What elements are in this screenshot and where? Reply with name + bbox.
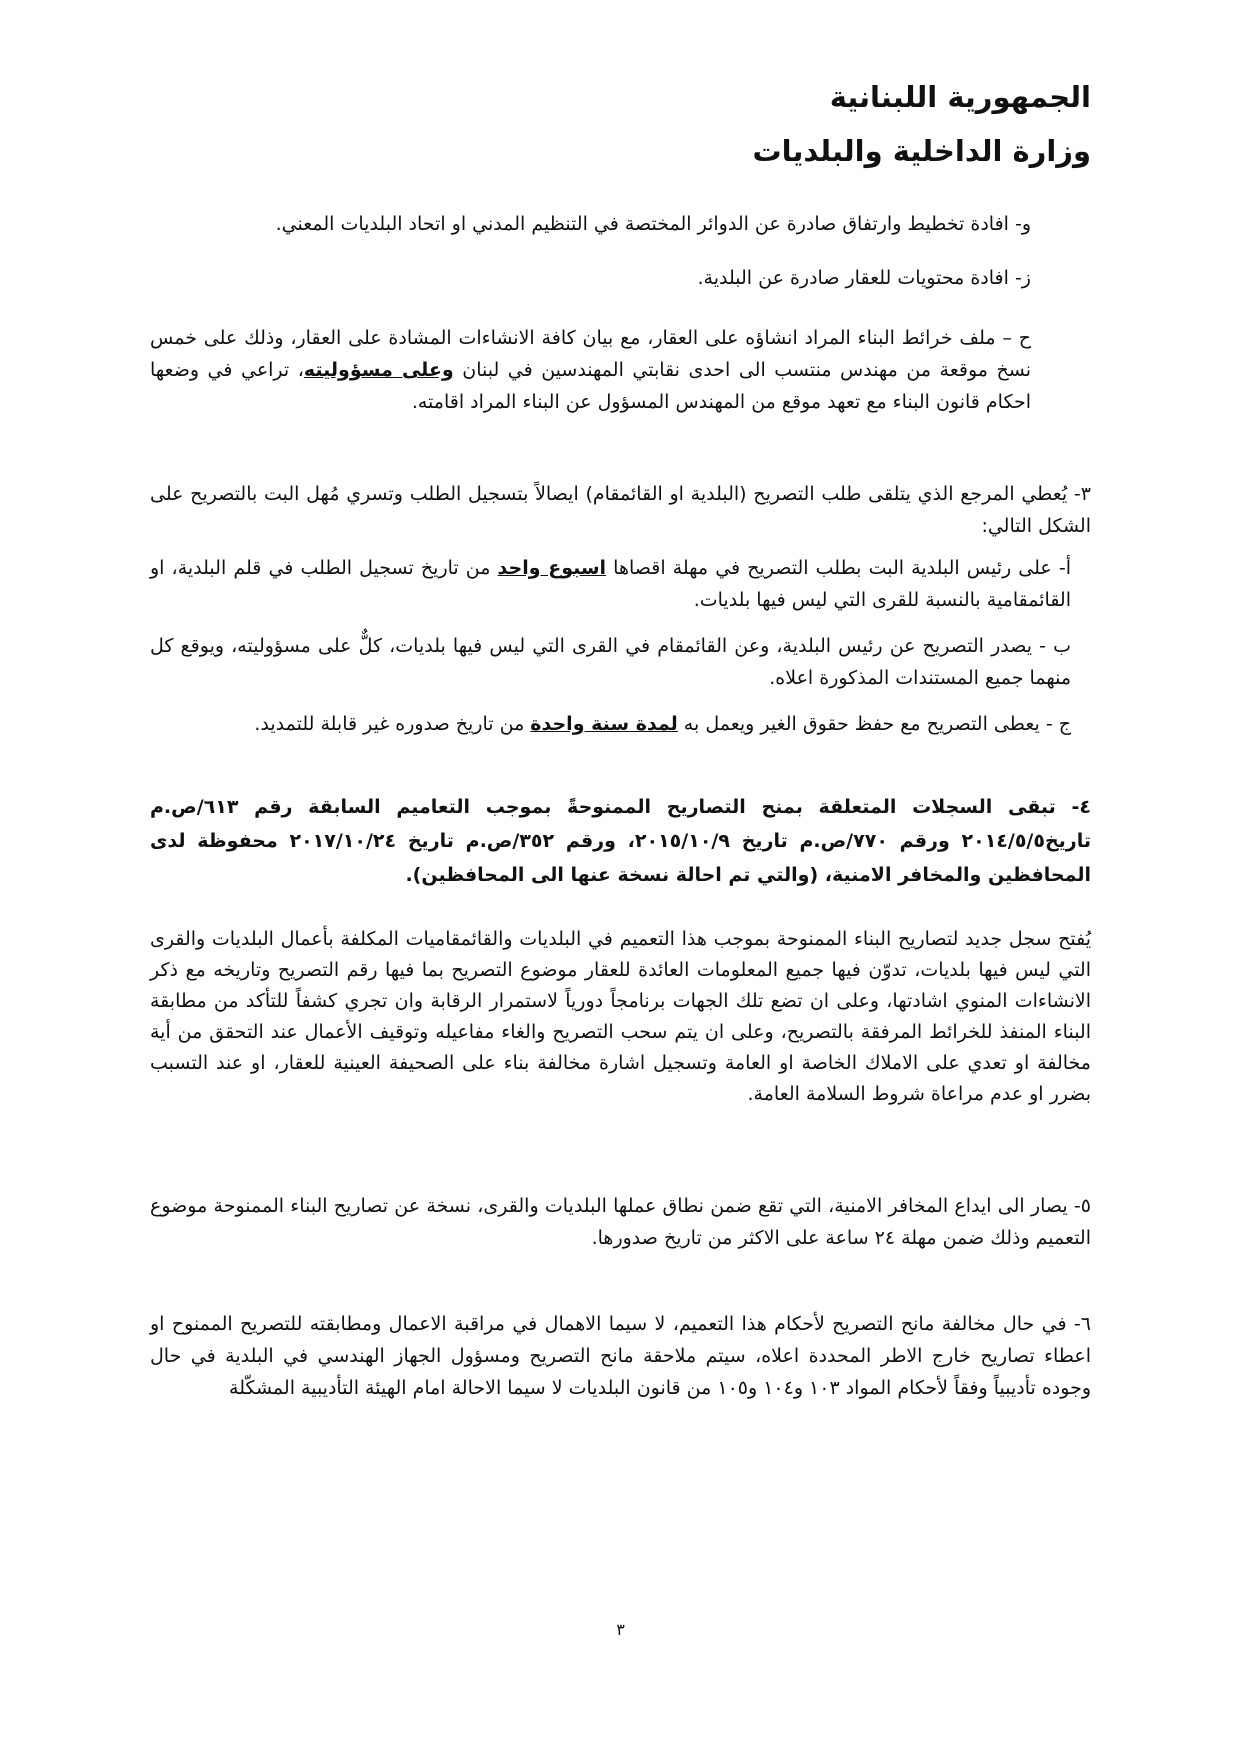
s3a-emphasis: اسبوع واحد (497, 557, 607, 579)
ministry-title: وزارة الداخلية والبلديات (752, 134, 1091, 168)
section-4-body: يُفتح سجل جديد لتصاريح البناء الممنوحة بموجب هذا التعميم في البلديات والقائمقاميات المكلفة بأعمال البلديات والقرى التي ليس فيها بلديات، تدوّن فيها جميع المعلومات العائدة للعقار موضوع التصريح بما فيها رقم التصريح وتاريخه مع ذكر الانشاءات المنوي اشادتها، وعلى ان تضع تلك الجهات برنامجاً دورياً لاستمرار الرقابة وان تجري كشفاً للتأكد من مطابقة البناء المنفذ للخرائط المرفقة بالتصريح، وعلى ان يتم سحب التصريح والغاء مفاعيله وتوقيف الأعمال عند التحقق من أية مخالفة او تعدي على الاملاك الخاصة او العامة وتسجيل اشارة مخالفة بناء على الصحيفة العينية للعقار، او عند التسبب بضرر او عدم مراعاة شروط السلامة العامة. (150, 928, 1091, 1105)
section-6: ٦- في حال مخالفة مانح التصريح لأحكام هذا التعميم، لا سيما الاهمال في مراقبة الاعمال ومطابقته للتصريح الممنوح او اعطاء تصاريح خارج الاطر المحددة اعلاه، سيتم ملاحقة مانح التصريح ومسؤول الجهاز الهندسي في البلدية في حال وجوده تأديبياً وفقاً لأحكام المواد ١٠٣ و١٠٤ و١٠٥ من قانون البلديات لا سيما الاحالة امام الهيئة التأديبية المشكّلة (150, 1313, 1091, 1399)
section-3-intro: ٣- يُعطي المرجع الذي يتلقى طلب التصريح (البلدية او القائمقام) ايصالاً بتسجيل الطلب وتسري مُهل البت بالتصريح على الشكل التالي: (150, 483, 1091, 537)
section-4-heading: ٤- تبقى السجلات المتعلقة بمنح التصاريح الممنوحةً بموجب التعاميم السابقة رقم ٦١٣/ص.م تاريخ٢٠١٤/٥/٥ ورقم ٧٧٠/ص.م تاريخ ٢٠١٥/١٠/٩، ورقم ٣٥٢/ص.م تاريخ ٢٠١٧/١٠/٢٤ محفوظة لدى المحافظين والمخافر الامنية، (والتي تم احالة نسخة عنها الى المحافظين). (150, 796, 1092, 886)
item-waw: و- افادة تخطيط وارتفاق صادرة عن الدوائر المختصة في التنظيم المدني او اتحاد البلديات المعني. (275, 213, 1031, 235)
item-zay: ز- افادة محتويات للعقار صادرة عن البلدية. (697, 267, 1031, 289)
section-3-item-c: ج - يعطى التصريح مع حفظ حقوق الغير ويعمل به لمدة سنة واحدة من تاريخ صدوره غير قابلة للتمديد. (254, 713, 1071, 735)
section-3-item-b: ب - يصدر التصريح عن رئيس البلدية، وعن القائمقام في القرى التي ليس فيها بلديات، كلٌّ على مسؤوليته، ويوقع كل منهما جميع المستندات المذكورة اعلاه. (150, 635, 1071, 689)
section-3-item-a: أ- على رئيس البلدية البت بطلب التصريح في مهلة اقصاها اسبوع واحد من تاريخ تسجيل الطلب في قلم البلدية، او القائمقامية بالنسبة للقرى التي ليس فيها بلديات. (150, 557, 1071, 611)
item-ha-emphasis: وعلى مسؤوليته (303, 359, 454, 381)
item-ha (150, 322, 1031, 418)
s3c-emphasis: لمدة سنة واحدة (530, 713, 678, 735)
item-ha-text-2: ، تراعي في وضعها احكام قانون البناء مع تعهد موقع من المهندس المسؤول عن البناء المراد اقامته. (150, 359, 1031, 413)
letterhead (752, 70, 1091, 178)
republic-title: الجمهورية اللبنانية (829, 80, 1091, 114)
page-number: ٣ (616, 1620, 625, 1639)
section-5: ٥- يصار الى ايداع المخافر الامنية، التي تقع ضمن نطاق عملها البلديات والقرى، نسخة عن تصاريح البناء الممنوحة موضوع التعميم وذلك ضمن مهلة ٢٤ ساعة على الاكثر من تاريخ صدورها. (150, 1195, 1091, 1249)
item-ha-text-1: ح – ملف خرائط البناء المراد انشاؤه على العقار، مع بيان كافة الانشاءات المشادة على العقار، وذلك على خمس نسخ موقعة من مهندس منتسب الى احدى نقابتي المهندسين في لبنان (150, 327, 1032, 381)
